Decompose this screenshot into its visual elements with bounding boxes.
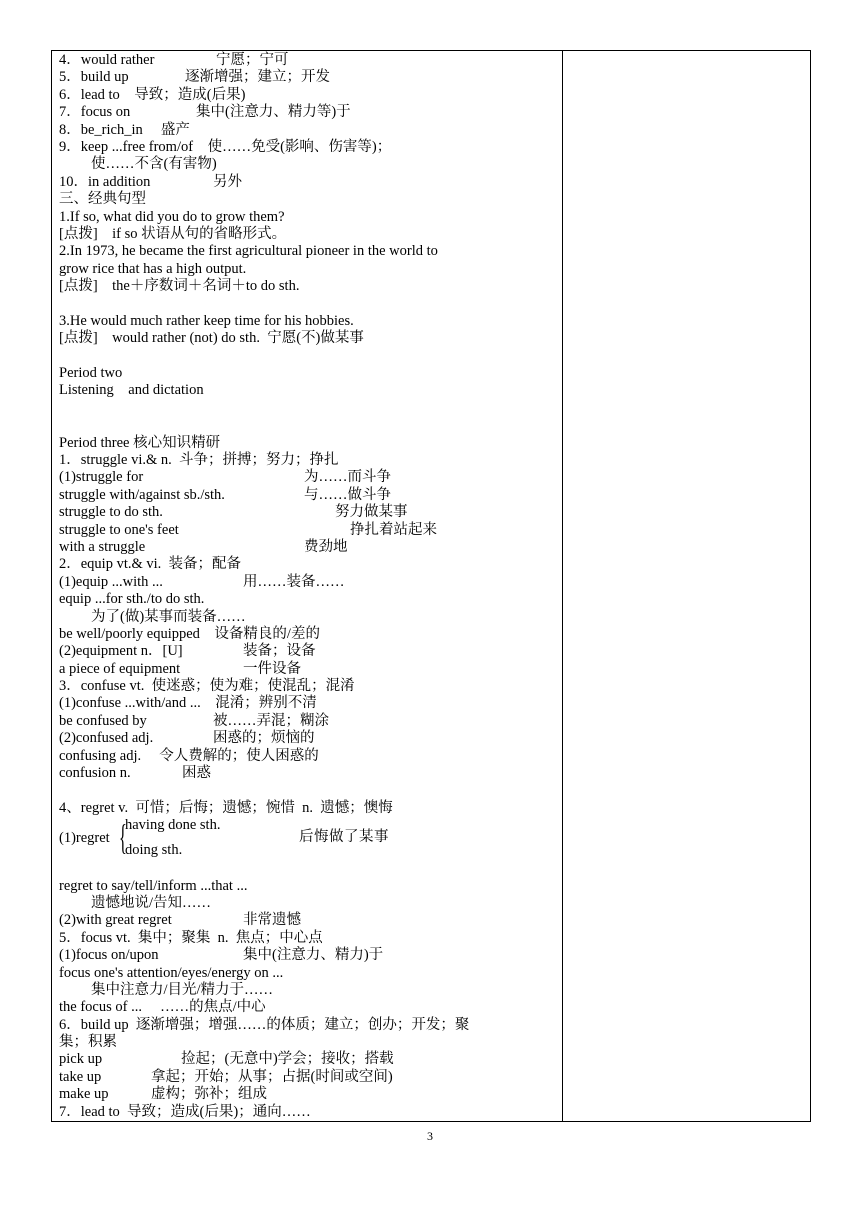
line-meaning: 挣扎着站起来 — [350, 521, 437, 538]
text-line — [59, 800, 555, 817]
line-text: 1.If so, what did you do to grow them? — [59, 208, 285, 225]
text-line — [59, 1086, 555, 1103]
line-text: struggle to one's feet — [59, 521, 179, 538]
line-text: be confused by — [59, 712, 147, 729]
text-line — [59, 556, 555, 573]
line-text: confusion n. — [59, 765, 131, 782]
text-line — [59, 174, 555, 191]
line-meaning: 非常遗憾 — [243, 912, 301, 929]
text-line — [59, 539, 555, 556]
line-text: a piece of equipment — [59, 660, 181, 677]
text-line — [59, 330, 555, 347]
text-line — [59, 104, 555, 121]
text-line — [59, 661, 555, 678]
text-line — [59, 191, 555, 208]
text-line — [59, 609, 555, 626]
line-meaning: 努力做某事 — [335, 504, 408, 521]
text-line — [59, 591, 555, 608]
curly-brace-icon: { — [119, 817, 127, 858]
text-line — [59, 730, 555, 747]
text-line — [59, 261, 555, 278]
regret-meaning: 后悔做了某事 — [299, 829, 389, 846]
text-line — [59, 295, 555, 312]
text-line — [59, 643, 555, 660]
line-text: [点拨] the＋序数词＋名词＋to do sth. — [59, 278, 300, 295]
line-text: (1)confuse ...with/and ... 混淆；辨别不清 — [59, 695, 317, 712]
text-line — [59, 504, 555, 521]
line-text: 5．build up — [59, 69, 129, 86]
line-text: 集；积累 — [59, 1034, 117, 1051]
line-text: 2．equip vt.& vi. 装备；配备 — [59, 556, 242, 573]
notes-column — [59, 52, 555, 1121]
text-line — [59, 765, 555, 782]
regret-option-1: having done sth. — [125, 817, 221, 834]
regret-structure — [59, 817, 555, 860]
text-line — [59, 999, 555, 1016]
text-line — [59, 878, 555, 895]
line-text: 6．lead to 导致；造成(后果) — [59, 86, 246, 103]
regret-option-2: doing sth. — [125, 842, 183, 859]
line-text: (2)confused adj. — [59, 730, 154, 747]
text-line — [59, 348, 555, 365]
text-line — [59, 982, 555, 999]
text-line — [59, 69, 555, 86]
text-line — [59, 156, 555, 173]
line-text: struggle with/against sb./sth. — [59, 486, 225, 503]
text-line — [59, 626, 555, 643]
text-line — [59, 1034, 555, 1051]
line-text: make up — [59, 1086, 109, 1103]
line-meaning: 集中(注意力、精力)于 — [243, 947, 384, 964]
line-meaning: 与……做斗争 — [304, 486, 391, 503]
line-text: regret to say/tell/inform ...that ... — [59, 877, 248, 894]
text-line — [59, 487, 555, 504]
text-line — [59, 782, 555, 799]
text-line — [59, 965, 555, 982]
text-line — [59, 469, 555, 486]
line-text: with a struggle — [59, 538, 146, 555]
line-meaning: 用……装备…… — [243, 573, 345, 590]
line-text: (1)focus on/upon — [59, 947, 159, 964]
text-line — [59, 1051, 555, 1068]
text-line — [59, 695, 555, 712]
text-line — [59, 226, 555, 243]
regret-label: (1)regret — [59, 830, 110, 847]
line-text: 3．confuse vt. 使迷惑；使为难；使混乱；混淆 — [59, 678, 355, 695]
line-text: (1)equip ...with ... — [59, 573, 163, 590]
line-text: 三、经典句型 — [59, 191, 146, 208]
text-line — [59, 452, 555, 469]
line-text: be well/poorly equipped 设备精良的/差的 — [59, 625, 320, 642]
line-text: 1．struggle vi.& n. 斗争；拼搏；努力；挣扎 — [59, 451, 339, 468]
text-line — [59, 435, 555, 452]
text-line — [59, 417, 555, 434]
line-meaning: 装备；设备 — [243, 643, 316, 660]
line-text: 7．focus on — [59, 104, 131, 121]
line-text: [点拨] if so 状语从句的省略形式。 — [59, 225, 287, 242]
line-meaning: 虚构；弥补；组成 — [151, 1086, 267, 1103]
line-text: focus one's attention/eyes/energy on ... — [59, 964, 284, 981]
line-text: 集中注意力/目光/精力于…… — [91, 981, 274, 998]
text-line — [59, 122, 555, 139]
line-text: confusing adj. 令人费解的；使人困惑的 — [59, 747, 319, 764]
line-text: (2)with great regret — [59, 912, 172, 929]
text-line — [59, 930, 555, 947]
line-meaning: 捡起；(无意中)学会；接收；搭载 — [181, 1051, 394, 1068]
line-text: grow rice that has a high output. — [59, 260, 247, 277]
line-text: struggle to do sth. — [59, 504, 163, 521]
text-line — [59, 278, 555, 295]
line-text: (2)equipment n．[U] — [59, 643, 183, 660]
line-text: the focus of ... ……的焦点/中心 — [59, 999, 266, 1016]
text-line — [59, 522, 555, 539]
line-text: 2.In 1973, he became the first agricultural pioneer in the world to — [59, 243, 438, 260]
line-text: (1)struggle for — [59, 469, 144, 486]
line-text: 8．be_rich_in 盛产 — [59, 121, 190, 138]
line-meaning: 集中(注意力、精力等)于 — [196, 104, 351, 121]
text-line — [59, 860, 555, 877]
line-text: 3.He would much rather keep time for his hobbies. — [59, 312, 354, 329]
line-text: 使……不含(有害物) — [91, 156, 217, 173]
line-text: 7．lead to 导致；造成(后果)；通向…… — [59, 1103, 311, 1120]
line-text: equip ...for sth./to do sth. — [59, 591, 205, 608]
notes-block-b — [59, 860, 555, 1121]
line-text: 6．build up 逐渐增强；增强……的体质；建立；创办；开发；聚 — [59, 1016, 470, 1033]
text-line — [59, 313, 555, 330]
line-text: 5．focus vt. 集中；聚集 n. 焦点；中心点 — [59, 929, 323, 946]
text-line — [59, 87, 555, 104]
line-text: 遗憾地说/告知…… — [91, 894, 212, 911]
column-divider — [562, 51, 563, 1121]
line-meaning: 一件设备 — [243, 660, 301, 677]
line-meaning: 为……而斗争 — [304, 469, 391, 486]
page-number: 3 — [427, 1129, 433, 1143]
line-text: take up — [59, 1068, 102, 1085]
line-meaning: 困惑 — [182, 765, 211, 782]
text-line — [59, 209, 555, 226]
line-meaning: 另外 — [213, 173, 242, 190]
text-line — [59, 400, 555, 417]
line-text: [点拨] would rather (not) do sth. 宁愿(不)做某事 — [59, 330, 364, 347]
text-line — [59, 713, 555, 730]
line-meaning: 被……弄混；糊涂 — [213, 712, 329, 729]
notes-block-a — [59, 52, 555, 817]
line-meaning: 困惑的；烦恼的 — [213, 730, 315, 747]
line-text: 10．in addition — [59, 173, 151, 190]
text-line — [59, 678, 555, 695]
line-meaning: 宁愿；宁可 — [216, 52, 289, 68]
text-line — [59, 365, 555, 382]
line-meaning: 逐渐增强；建立；开发 — [185, 69, 330, 86]
text-line — [59, 912, 555, 929]
line-text: 为了(做)某事而装备…… — [91, 608, 246, 625]
line-text: Period two — [59, 365, 123, 382]
text-line — [59, 895, 555, 912]
text-line — [59, 382, 555, 399]
text-line — [59, 243, 555, 260]
content-table — [51, 50, 811, 1122]
line-text: Period three 核心知识精研 — [59, 434, 221, 451]
line-text: 4、regret v. 可惜；后悔；遗憾；惋惜 n. 遗憾；懊悔 — [59, 799, 393, 816]
line-text: 9．keep ...free from/of 使……免受(影响、伤害等)； — [59, 138, 392, 155]
text-line — [59, 1104, 555, 1121]
text-line — [59, 52, 555, 69]
text-line — [59, 139, 555, 156]
line-text: pick up — [59, 1051, 103, 1068]
text-line — [59, 947, 555, 964]
text-line — [59, 1069, 555, 1086]
line-meaning: 拿起；开始；从事；占据(时间或空间) — [151, 1068, 393, 1085]
line-text: Listening and dictation — [59, 382, 204, 399]
text-line — [59, 1017, 555, 1034]
text-line — [59, 748, 555, 765]
text-line — [59, 574, 555, 591]
line-text: 4．would rather — [59, 52, 155, 68]
line-meaning: 费劲地 — [304, 538, 348, 555]
